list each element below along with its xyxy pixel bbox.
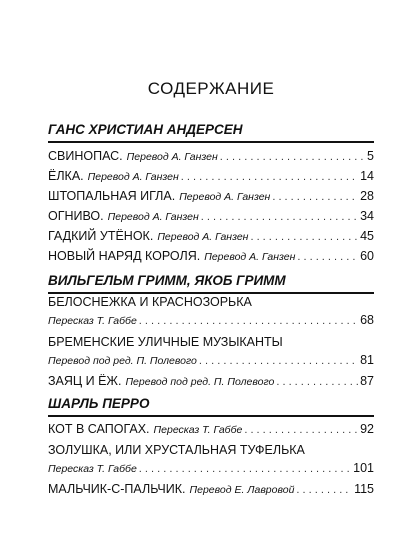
- page-title: СОДЕРЖАНИЕ: [147, 79, 275, 98]
- entry-title: БЕЛОСНЕЖКА И КРАСНОЗОРЬКА: [48, 295, 252, 309]
- section-author: ВИЛЬГЕЛЬМ ГРИММ, ЯКОБ ГРИММ: [48, 273, 286, 288]
- leader-dots: [181, 167, 358, 187]
- entry-title: НОВЫЙ НАРЯД КОРОЛЯ.: [48, 249, 201, 263]
- entry-title: МАЛЬЧИК-С-ПАЛЬЧИК.: [48, 482, 186, 496]
- toc-entry[interactable]: [48, 333, 374, 369]
- leader-dots: [199, 352, 358, 370]
- section-perrault-entries: [48, 419, 374, 499]
- entry-translator: Пересказ Т. Габбе: [48, 315, 137, 327]
- entry-title: БРЕМЕНСКИЕ УЛИЧНЫЕ МУЗЫКАНТЫ: [48, 335, 283, 349]
- toc-entry[interactable]: [48, 146, 374, 166]
- entry-title: ЗАЯЦ И ЁЖ.: [48, 374, 122, 388]
- section-perrault: [48, 393, 374, 415]
- leader-dots: [276, 372, 358, 392]
- entry-title: КОТ В САПОГАХ.: [48, 422, 150, 436]
- section-divider: [48, 141, 374, 143]
- section-grimm: [48, 270, 374, 292]
- section-andersen: [48, 119, 374, 141]
- leader-dots: [139, 460, 351, 478]
- toc-entry[interactable]: [48, 293, 374, 329]
- entry-page: 92: [360, 422, 374, 436]
- leader-dots: [297, 247, 358, 267]
- entry-page: 115: [354, 482, 374, 496]
- entry-page: 87: [360, 374, 374, 388]
- entry-page: 28: [360, 189, 374, 203]
- section-author: ГАНС ХРИСТИАН АНДЕРСЕН: [48, 122, 243, 137]
- entry-page: 5: [367, 149, 374, 163]
- toc-entry[interactable]: [48, 441, 374, 477]
- entry-page: 14: [360, 169, 374, 183]
- toc-entry[interactable]: [48, 371, 374, 391]
- entry-translator: Перевод под ред. П. Полевого: [125, 376, 275, 388]
- entry-title: ГАДКИЙ УТЁНОК.: [48, 229, 154, 243]
- entry-title: ШТОПАЛЬНАЯ ИГЛА.: [48, 189, 176, 203]
- entry-page: 81: [360, 353, 374, 367]
- leader-dots: [220, 147, 365, 167]
- entry-translator: Пересказ Т. Габбе: [153, 424, 243, 436]
- section-grimm-entries: [48, 293, 374, 391]
- toc-entry[interactable]: [48, 226, 374, 246]
- entry-page: 101: [353, 461, 374, 475]
- entry-translator: Перевод А. Ганзен: [126, 151, 218, 163]
- leader-dots: [272, 187, 358, 207]
- leader-dots: [201, 207, 358, 227]
- entry-title: СВИНОПАС.: [48, 149, 123, 163]
- leader-dots: [250, 227, 358, 247]
- entry-title: ЗОЛУШКА, ИЛИ ХРУСТАЛЬНАЯ ТУФЕЛЬКА: [48, 443, 305, 457]
- entry-translator: Перевод А. Ганзен: [157, 231, 249, 243]
- leader-dots: [296, 480, 352, 500]
- entry-translator: Перевод А. Ганзен: [107, 211, 199, 223]
- entry-page: 45: [360, 229, 374, 243]
- entry-page: 34: [360, 209, 374, 223]
- entry-translator: Перевод А. Ганзен: [179, 191, 271, 203]
- entry-page: 68: [360, 313, 374, 327]
- leader-dots: [139, 312, 358, 330]
- toc-entry[interactable]: [48, 206, 374, 226]
- entry-title: ЁЛКА.: [48, 169, 84, 183]
- toc-entry[interactable]: [48, 186, 374, 206]
- toc-entry[interactable]: [48, 419, 374, 439]
- toc-entry[interactable]: [48, 479, 374, 499]
- section-andersen-entries: [48, 146, 374, 266]
- entry-title: ОГНИВО.: [48, 209, 104, 223]
- section-author: ШАРЛЬ ПЕРРО: [48, 396, 150, 411]
- entry-translator: Перевод А. Ганзен: [204, 251, 296, 263]
- entry-translator: Перевод А. Ганзен: [87, 171, 179, 183]
- section-divider: [48, 415, 374, 417]
- toc-entry[interactable]: [48, 246, 374, 266]
- entry-translator: Перевод под ред. П. Полевого: [48, 355, 197, 367]
- leader-dots: [244, 420, 358, 440]
- entry-translator: Пересказ Т. Габбе: [48, 463, 137, 475]
- toc-entry[interactable]: [48, 166, 374, 186]
- entry-translator: Перевод Е. Лавровой: [189, 484, 295, 496]
- entry-page: 60: [360, 249, 374, 263]
